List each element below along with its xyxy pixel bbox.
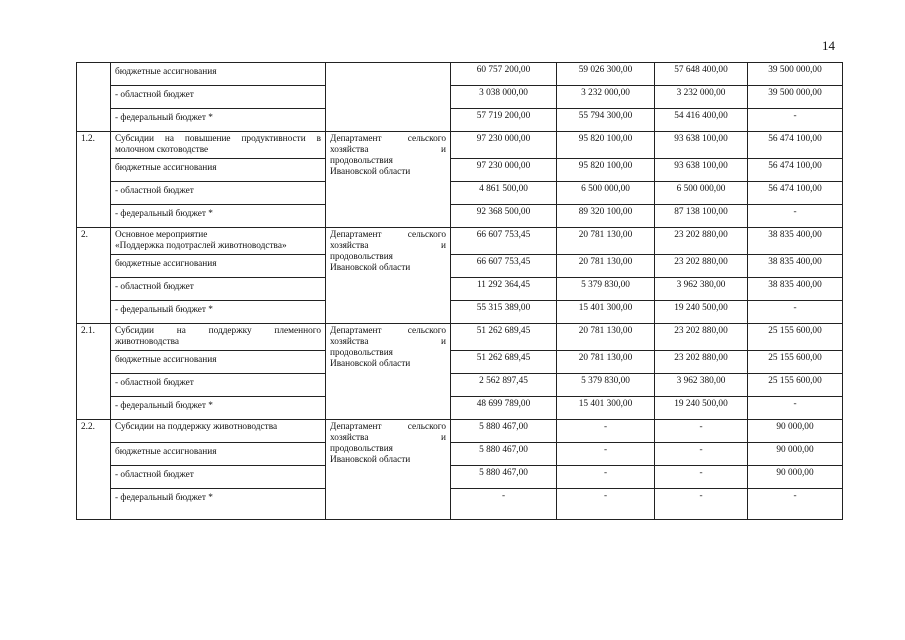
table-row	[77, 278, 843, 301]
value-cell: 15 401 300,00	[557, 301, 655, 324]
row-label: - федеральный бюджет *	[111, 397, 326, 420]
row-label: - областной бюджет	[111, 374, 326, 397]
value-cell: -	[655, 420, 748, 443]
value-cell: 38 835 400,00	[748, 278, 843, 301]
value-cell: 23 202 880,00	[655, 351, 748, 374]
value-cell: 5 880 467,00	[451, 420, 557, 443]
row-label: бюджетные ассигнования	[111, 351, 326, 374]
value-cell: 3 038 000,00	[451, 86, 557, 109]
value-cell: 20 781 130,00	[557, 228, 655, 255]
value-cell: 90 000,00	[748, 466, 843, 489]
table-row	[77, 466, 843, 489]
value-cell: 48 699 789,00	[451, 397, 557, 420]
table-row	[77, 182, 843, 205]
row-label: Субсидии на поддержку племенного животноводства	[111, 324, 326, 351]
value-cell: 20 781 130,00	[557, 351, 655, 374]
value-cell: 56 474 100,00	[748, 182, 843, 205]
index-cell: 2.2.	[77, 420, 111, 520]
value-cell: 39 500 000,00	[748, 63, 843, 86]
value-cell: 66 607 753,45	[451, 228, 557, 255]
table-row	[77, 324, 843, 351]
value-cell: 97 230 000,00	[451, 159, 557, 182]
value-cell: 56 474 100,00	[748, 132, 843, 159]
table-row	[77, 228, 843, 255]
value-cell: 59 026 300,00	[557, 63, 655, 86]
value-cell: 93 638 100,00	[655, 159, 748, 182]
value-cell: 25 155 600,00	[748, 351, 843, 374]
department-cell: Департамент сельского хозяйства и продовольствия Ивановской области	[326, 228, 451, 324]
value-cell: 2 562 897,45	[451, 374, 557, 397]
value-cell: 5 379 830,00	[557, 374, 655, 397]
value-cell: 38 835 400,00	[748, 228, 843, 255]
value-cell: 6 500 000,00	[655, 182, 748, 205]
value-cell: 19 240 500,00	[655, 397, 748, 420]
table-row	[77, 132, 843, 159]
department-cell: Департамент сельского хозяйства и продовольствия Ивановской области	[326, 324, 451, 420]
value-cell: -	[557, 443, 655, 466]
value-cell: 95 820 100,00	[557, 132, 655, 159]
value-cell: 56 474 100,00	[748, 159, 843, 182]
value-cell: 23 202 880,00	[655, 255, 748, 278]
value-cell: -	[557, 489, 655, 520]
table-row	[77, 205, 843, 228]
table-row	[77, 443, 843, 466]
department-cell	[326, 63, 451, 132]
value-cell: 3 232 000,00	[557, 86, 655, 109]
department-cell: Департамент сельского хозяйства и продовольствия Ивановской области	[326, 132, 451, 228]
value-cell: 89 320 100,00	[557, 205, 655, 228]
department-cell: Департамент сельского хозяйства и продовольствия Ивановской области	[326, 420, 451, 520]
row-label: - областной бюджет	[111, 86, 326, 109]
value-cell: 11 292 364,45	[451, 278, 557, 301]
value-cell: 3 962 380,00	[655, 278, 748, 301]
value-cell: 57 648 400,00	[655, 63, 748, 86]
value-cell: -	[557, 466, 655, 489]
value-cell: 54 416 400,00	[655, 109, 748, 132]
value-cell: -	[557, 420, 655, 443]
value-cell: 90 000,00	[748, 420, 843, 443]
value-cell: 25 155 600,00	[748, 324, 843, 351]
value-cell: -	[748, 301, 843, 324]
row-label: - областной бюджет	[111, 466, 326, 489]
value-cell: 87 138 100,00	[655, 205, 748, 228]
row-label: Основное мероприятие «Поддержка подотраслей животноводства»	[111, 228, 326, 255]
row-label: - федеральный бюджет *	[111, 489, 326, 520]
value-cell: 51 262 689,45	[451, 351, 557, 374]
table-row	[77, 255, 843, 278]
value-cell: -	[748, 397, 843, 420]
value-cell: 38 835 400,00	[748, 255, 843, 278]
index-cell: 2.1.	[77, 324, 111, 420]
table-row	[77, 109, 843, 132]
table-row	[77, 489, 843, 520]
value-cell: 4 861 500,00	[451, 182, 557, 205]
page-number: 14	[822, 38, 835, 53]
row-label: - федеральный бюджет *	[111, 109, 326, 132]
value-cell: 23 202 880,00	[655, 324, 748, 351]
value-cell: 93 638 100,00	[655, 132, 748, 159]
value-cell: 25 155 600,00	[748, 374, 843, 397]
row-label: бюджетные ассигнования	[111, 159, 326, 182]
value-cell: 5 880 467,00	[451, 443, 557, 466]
value-cell: 19 240 500,00	[655, 301, 748, 324]
row-label: - областной бюджет	[111, 278, 326, 301]
table-row	[77, 86, 843, 109]
table-row	[77, 301, 843, 324]
value-cell: -	[748, 489, 843, 520]
value-cell: 55 315 389,00	[451, 301, 557, 324]
value-cell: 51 262 689,45	[451, 324, 557, 351]
row-label: - областной бюджет	[111, 182, 326, 205]
value-cell: 66 607 753,45	[451, 255, 557, 278]
value-cell: 57 719 200,00	[451, 109, 557, 132]
row-label: - федеральный бюджет *	[111, 205, 326, 228]
row-label: Субсидии на повышение продуктивности в молочном скотоводстве	[111, 132, 326, 159]
index-cell: 1.2.	[77, 132, 111, 228]
value-cell: 39 500 000,00	[748, 86, 843, 109]
table-row	[77, 351, 843, 374]
value-cell: -	[655, 466, 748, 489]
value-cell: 5 379 830,00	[557, 278, 655, 301]
value-cell: 23 202 880,00	[655, 228, 748, 255]
budget-table	[76, 62, 843, 520]
value-cell: 6 500 000,00	[557, 182, 655, 205]
table-row	[77, 374, 843, 397]
value-cell: -	[655, 443, 748, 466]
value-cell: 5 880 467,00	[451, 466, 557, 489]
value-cell: 90 000,00	[748, 443, 843, 466]
row-label: бюджетные ассигнования	[111, 255, 326, 278]
value-cell: 95 820 100,00	[557, 159, 655, 182]
value-cell: -	[748, 205, 843, 228]
value-cell: 97 230 000,00	[451, 132, 557, 159]
value-cell: 55 794 300,00	[557, 109, 655, 132]
value-cell: -	[655, 489, 748, 520]
row-label: бюджетные ассигнования	[111, 443, 326, 466]
table-row	[77, 63, 843, 86]
value-cell: 92 368 500,00	[451, 205, 557, 228]
index-cell	[77, 63, 111, 132]
value-cell: -	[451, 489, 557, 520]
value-cell: 20 781 130,00	[557, 324, 655, 351]
value-cell: -	[748, 109, 843, 132]
row-label: - федеральный бюджет *	[111, 301, 326, 324]
row-label: бюджетные ассигнования	[111, 63, 326, 86]
index-cell: 2.	[77, 228, 111, 324]
value-cell: 20 781 130,00	[557, 255, 655, 278]
value-cell: 60 757 200,00	[451, 63, 557, 86]
table-row	[77, 397, 843, 420]
value-cell: 15 401 300,00	[557, 397, 655, 420]
value-cell: 3 962 380,00	[655, 374, 748, 397]
table-row	[77, 420, 843, 443]
row-label: Субсидии на поддержку животноводства	[111, 420, 326, 443]
value-cell: 3 232 000,00	[655, 86, 748, 109]
table-row	[77, 159, 843, 182]
